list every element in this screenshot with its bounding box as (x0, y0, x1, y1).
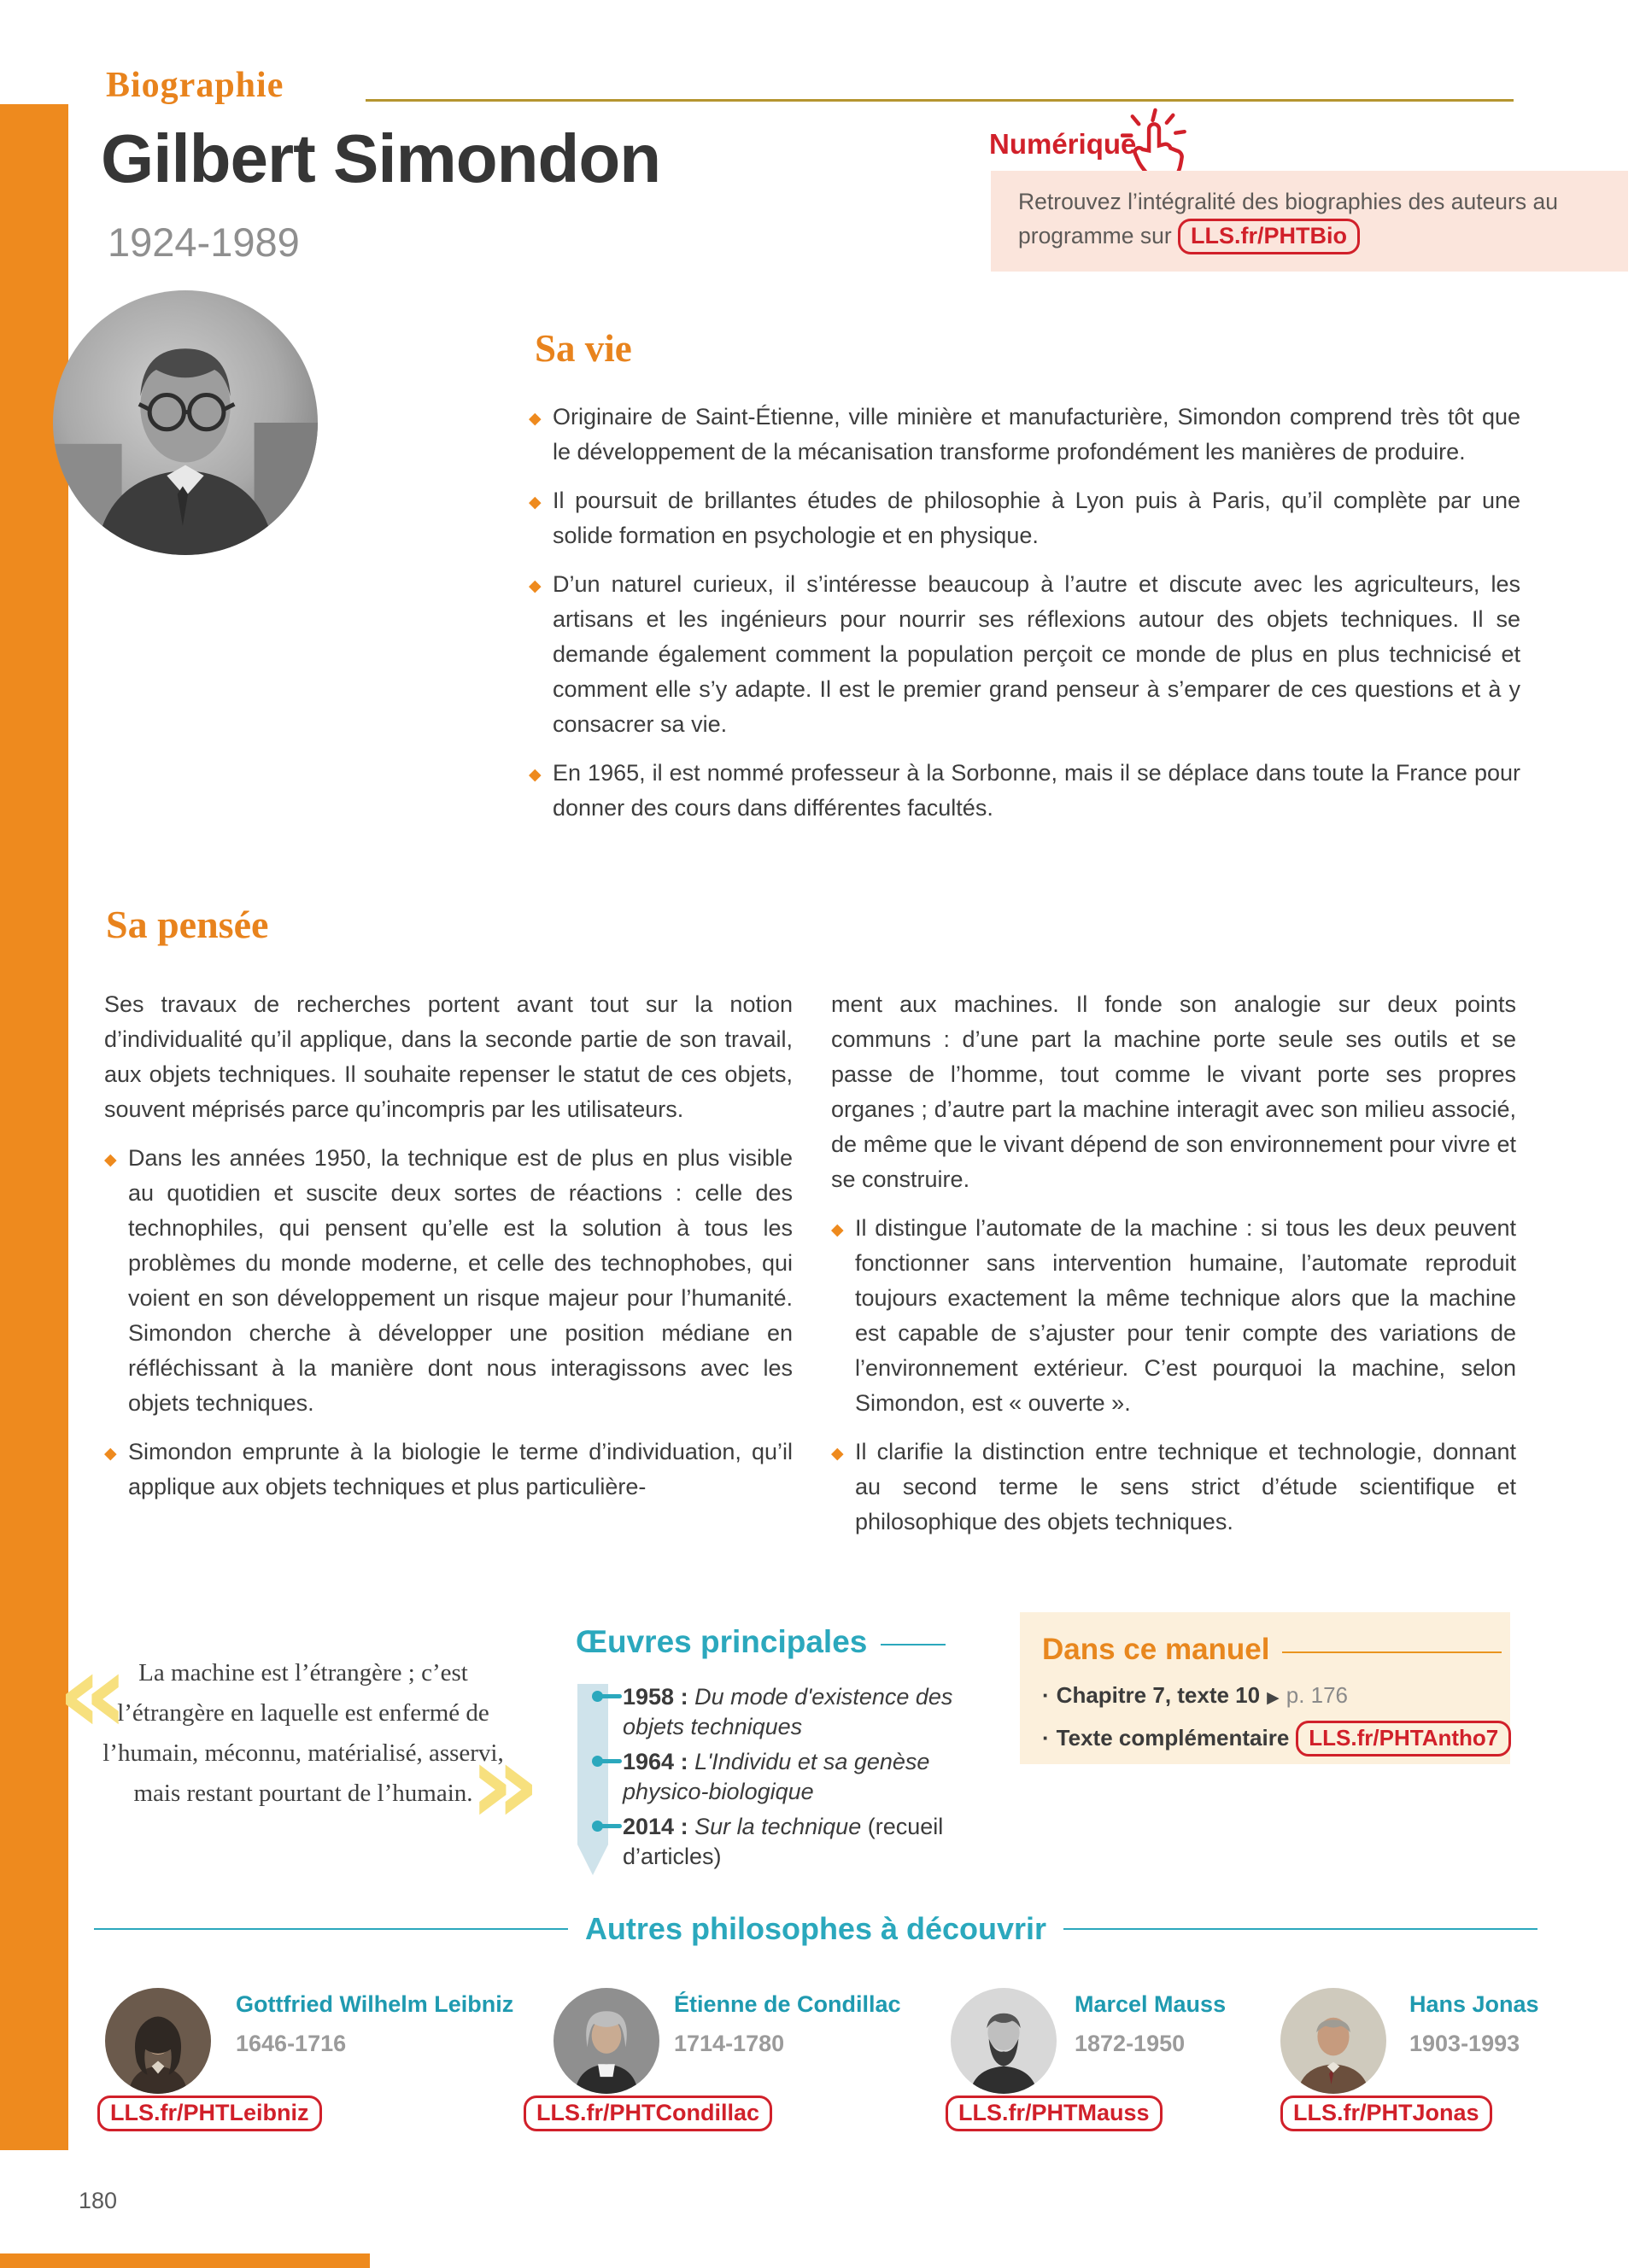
manuel-item-label: Texte complémentaire (1056, 1725, 1290, 1751)
timeline-arrow-strip (577, 1684, 608, 1875)
link-pill-phtbio[interactable]: LLS.fr/PHTBio (1178, 219, 1360, 254)
sa-pensee-left-column (104, 987, 793, 1518)
sa-vie-bullet: ◆ D’un naturel curieux, il s’intéresse beaucoup à l’autre et discute avec les agriculteurs, les artisans et les ingénieurs pour nourrir ses réflexions autour des objets techniques. Il se demande également comment la population perçoit ce monde de plus en plus technicisé et comment elle s’y adapte. Il est le premier grand penseur à s’emparer de ces questions et à y consacrer sa vie. (529, 567, 1520, 742)
work-title: L'Individu et sa genèse physico-biologique (623, 1749, 930, 1804)
oeuvres-heading-label: Œuvres principales (576, 1624, 868, 1659)
philosopher-card-leibniz: Gottfried Wilhelm Leibniz 1646-1716 LLS.fr/PHTLeibniz (97, 1988, 456, 2133)
work-year: 1964 : (623, 1749, 688, 1774)
link-pill-phtjonas[interactable]: LLS.fr/PHTJonas (1280, 2096, 1492, 2131)
work-title: Sur la technique (694, 1814, 862, 1839)
sa-vie-bullet: ◆ Originaire de Saint-Étienne, ville minière et manufacturière, Simondon comprend très tôt que le développement de la mécanisation transforme profondément les manières de produire. (529, 400, 1520, 470)
numerique-box (991, 171, 1628, 272)
close-guillemet-icon: » (469, 1719, 541, 1849)
quote-text: La machine est l’étrangère ; c’est l’étrangère en laquelle est enfermé de l’humain, méconnu, matérialisé, asservi, mais restant pourtant de l’humain. (102, 1659, 504, 1807)
heading-oeuvres-principales (576, 1624, 986, 1660)
sa-vie-bullet: ◆ En 1965, il est nommé professeur à la Sorbonne, mais il se déplace dans toute la France pour donner des cours dans différentes facultés. (529, 756, 1520, 826)
sa-vie-bullet: ◆ Il poursuit de brillantes études de philosophie à Lyon puis à Paris, qu’il complète par une solide formation en psychologie et en physique. (529, 483, 1520, 553)
arrow-right-icon: ▶ (1267, 1689, 1280, 1707)
manuel-item-page: p. 176 (1286, 1682, 1349, 1708)
sa-pensee-bullet: ◆ Il distingue l’automate de la machine : si tous les deux peuvent fonctionner sans intervention humaine, l’automate reproduit toujours exactement la même technique alors que la machine est capable de s’ajuster pour tenir compte des variations de l’environnement extérieur. C’est pourquoi la machine, selon Simondon, est « ouverte ». (831, 1211, 1516, 1421)
work-title: Du mode d'existence des objets techniques (623, 1684, 953, 1739)
portrait-photo-condillac (554, 1988, 659, 2094)
portrait-photo-leibniz (105, 1988, 211, 2094)
philosopher-card-jonas: Hans Jonas 1903-1993 LLS.fr/PHTJonas (1280, 1988, 1639, 2133)
sa-pensee-bullet: ◆ Simondon emprunte à la biologie le terme d’individuation, qu’il applique aux objets techniques et plus particulière- (104, 1435, 793, 1505)
kicker-rule-line (366, 99, 1514, 102)
portrait-photo-simondon (53, 290, 318, 555)
sa-pensee-bullet: ◆ Il clarifie la distinction entre technique et technologie, donnant au second terme le sens strict d’étude scientifique et philosophique des objets techniques. (831, 1435, 1516, 1540)
manuel-heading-label: Dans ce manuel (1042, 1633, 1270, 1666)
item-bullet: · (1042, 1682, 1050, 1708)
page-title: Gilbert Simondon (101, 120, 661, 196)
oeuvres-rule-line (881, 1644, 946, 1645)
manuel-item (1042, 1675, 1502, 1718)
manuel-rule-line (1282, 1651, 1502, 1653)
heading-autres-philosophes (94, 1911, 1538, 1947)
work-year: 2014 : (623, 1814, 688, 1839)
sa-pensee-bullet: ◆ Dans les années 1950, la technique est de plus en plus visible au quotidien et suscite deux sortes de réactions : celle des technophiles, qui pensent qu’elle est la solution à tous les problèmes du monde moderne, et celle des technophobes, qui voient en son développement un risque majeur pour l’humanité. Simondon cherche à développer une position médiane en réfléchissant à la manière dont nous interagissons avec les objets techniques. (104, 1141, 793, 1421)
section-kicker: Biographie (106, 66, 284, 105)
manuel-item-label: Chapitre 7, texte 10 (1056, 1682, 1261, 1708)
link-pill-phtcondillac[interactable]: LLS.fr/PHTCondillac (524, 2096, 772, 2131)
sa-pensee-continuation: ment aux machines. Il fonde son analogie sur deux points communs : d’une part la machine porte seule ses outils et se passe de l’homme, tout comme le vivant porte ses propres organes ; d’autre part la machine interagit avec son milieu associé, de même que le vivant dépend de son environnement pour vivre et se construire. (831, 991, 1516, 1192)
numerique-text (1018, 184, 1582, 254)
link-pill-phtantho7[interactable]: LLS.fr/PHTAntho7 (1296, 1721, 1511, 1757)
heading-sa-pensee: Sa pensée (106, 903, 269, 946)
open-guillemet-icon: « (57, 1628, 129, 1758)
numerique-text-label: Retrouvez l’intégralité des biographies des auteurs au programme sur (1018, 189, 1558, 248)
work-note: (recueil d’articles) (623, 1814, 944, 1869)
work-year: 1958 : (623, 1684, 688, 1710)
philosopher-card-mauss: Marcel Mauss 1872-1950 LLS.fr/PHTMauss (946, 1988, 1304, 2133)
page-number: 180 (79, 2188, 118, 2213)
quote-block (57, 1628, 541, 1849)
work-item (623, 1682, 986, 1742)
manuel-item (1042, 1718, 1502, 1758)
philosopher-card-condillac: Étienne de Condillac 1714-1780 LLS.fr/PHTCondillac (524, 1988, 882, 2133)
dans-ce-manuel-box (1020, 1612, 1510, 1764)
heading-sa-vie: Sa vie (535, 327, 632, 370)
bottom-accent-bar (0, 2253, 370, 2268)
work-item (623, 1812, 986, 1872)
autres-rule-left (94, 1928, 568, 1930)
autres-rule-right (1063, 1928, 1538, 1930)
item-bullet: · (1042, 1725, 1050, 1751)
autres-heading-label: Autres philosophes à découvrir (584, 1911, 1047, 1946)
portrait-photo-jonas (1280, 1988, 1386, 2094)
link-pill-phtmauss[interactable]: LLS.fr/PHTMauss (946, 2096, 1163, 2131)
sa-pensee-intro: Ses travaux de recherches portent avant tout sur la notion d’individualité qu’il applique, dans la seconde partie de son travail, aux objets techniques. Il souhaite repenser le statut de ces objets, souvent méprisés parce qu’incompris par les utilisateurs. (104, 991, 793, 1122)
numerique-label: Numérique (989, 128, 1137, 160)
works-timeline (576, 1682, 986, 1872)
work-item (623, 1747, 986, 1807)
link-pill-phtleibniz[interactable]: LLS.fr/PHTLeibniz (97, 2096, 322, 2131)
portrait-photo-mauss (951, 1988, 1057, 2094)
sa-pensee-right-column (831, 987, 1516, 1553)
oeuvres-principales-section (576, 1624, 986, 1877)
author-dates: 1924-1989 (108, 219, 300, 265)
heading-dans-ce-manuel (1042, 1633, 1502, 1667)
sa-vie-section (529, 400, 1520, 839)
